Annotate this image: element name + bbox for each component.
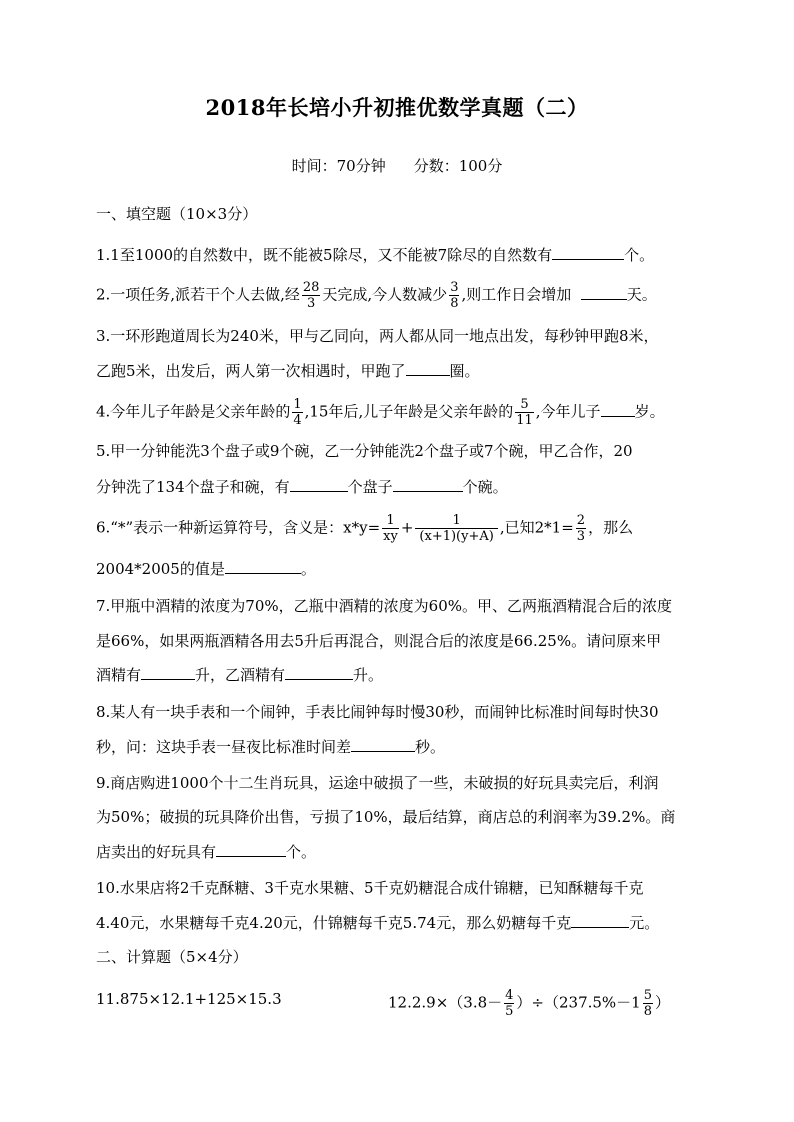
question-6-cont (96, 557, 716, 580)
question-text: 4.40元，水果糖每千克4.20元，什锦糖每千克5.74元，那么奶糖每千克 (96, 914, 572, 932)
question-4 (96, 397, 716, 428)
fraction (415, 513, 497, 544)
question-text: 2.一项任务,派若干个人去做,经 (96, 285, 300, 304)
question-text: 个。 (624, 246, 655, 264)
plus-sign: + (400, 518, 414, 537)
question-text: 店卖出的好玩具有 (96, 843, 217, 861)
answer-blank (393, 475, 463, 492)
fraction (449, 280, 459, 311)
question-text: 升，乙酒精有 (195, 666, 286, 684)
total-score: 分数：100分 (413, 157, 503, 175)
answer-blank (141, 663, 195, 680)
numerator: 5 (643, 988, 653, 1003)
question-text: 升。 (353, 666, 384, 684)
question-text: 4.今年儿子年龄是父亲年龄的 (96, 402, 291, 421)
numerator: 4 (505, 988, 514, 1003)
question-10-cont (96, 911, 716, 934)
fraction (504, 988, 514, 1019)
question-3: 3.一环形跑道周长为240米，甲与乙同向，两人都从同一地点出发，每秒钟甲跑8米， (96, 327, 659, 345)
numerator: 5 (515, 397, 534, 413)
answer-blank (290, 475, 348, 492)
fraction (302, 280, 321, 311)
question-text: 秒。 (415, 738, 446, 756)
question-text: 天完成,今人数减少 (322, 285, 448, 304)
question-5: 5.甲一分钟能洗3个盘子或9个碗，乙一分钟能洗2个盘子或7个碗，甲乙合作，20 (96, 442, 633, 460)
answer-blank (351, 735, 415, 752)
question-text: ）÷（237.5%－1 (516, 993, 641, 1012)
question-text: 2004*2005的值是 (96, 560, 225, 578)
denominator: 11 (516, 413, 533, 428)
numerator: 1 (382, 513, 399, 529)
answer-blank (581, 283, 627, 300)
question-text: 个。 (286, 843, 317, 861)
numerator: 28 (302, 280, 320, 295)
denominator: (x+1)(y+A) (419, 529, 494, 544)
answer-blank (406, 359, 450, 376)
question-text: 天。 (626, 285, 657, 304)
exam-meta (0, 155, 794, 176)
question-text: 1.1至1000的自然数中，既不能被5除尽，又不能被7除尽的自然数有 (96, 246, 553, 264)
answer-blank (285, 663, 353, 680)
section-heading-calc: 二、计算题（5×4分） (96, 948, 248, 966)
calc-row (96, 988, 716, 1019)
question-9: 9.商店购进1000个十二生肖玩具，运途中破损了一些，未破损的好玩具卖完后，利润 (96, 774, 659, 792)
answer-blank (216, 840, 286, 857)
question-text: 个盘子 (347, 478, 393, 496)
question-12 (388, 988, 670, 1019)
question-text: 圈。 (449, 362, 480, 380)
fraction (576, 513, 586, 544)
question-9-cont: 为50%；破损的玩具降价出售，亏损了10%，最后结算，商店总的利润率为39.2%。商 (96, 808, 676, 826)
question-text: ,则工作日会增加 (461, 285, 572, 304)
question-text: 乙跑5米，出发后，两人第一次相遇时，甲跑了 (96, 362, 406, 380)
numerator: 3 (450, 280, 459, 295)
fraction (382, 513, 399, 544)
question-text: 岁。 (634, 402, 665, 421)
section-heading-fill: 一、填空题（10×3分） (96, 205, 258, 223)
time-limit: 时间：70分钟 (291, 157, 386, 175)
denominator: 4 (293, 413, 302, 428)
fraction (515, 397, 534, 428)
question-10: 10.水果店将2千克酥糖、3千克水果糖、5千克奶糖混合成什锦糖，已知酥糖每千克 (96, 879, 644, 897)
denominator: xy (383, 529, 398, 544)
denominator: 8 (450, 296, 459, 311)
question-6 (96, 513, 716, 544)
numerator: 1 (293, 397, 302, 412)
fraction (643, 988, 653, 1019)
question-7-cont2 (96, 663, 716, 686)
question-text: 分钟洗了134个盘子和碗，有 (96, 478, 290, 496)
question-1 (96, 243, 716, 266)
denominator: 5 (505, 1004, 514, 1019)
question-11: 11.875×12.1+125×15.3 (96, 990, 282, 1008)
answer-blank (225, 557, 301, 574)
question-text: 。 (300, 560, 316, 578)
page-title: 2018年长培小升初推优数学真题（二） (205, 95, 589, 120)
fraction (292, 397, 302, 428)
answer-blank (601, 400, 635, 417)
question-7: 7.甲瓶中酒精的浓度为70%，乙瓶中酒精的浓度为60%。甲、乙两瓶酒精混合后的浓度 (96, 597, 672, 615)
answer-blank (552, 243, 624, 260)
numerator: 1 (415, 513, 497, 529)
question-text: ,今年儿子 (535, 402, 601, 421)
question-8: 8.某人有一块手表和一个闹钟，手表比闹钟每时慢30秒，而闹钟比标准时间每时快30 (96, 703, 659, 721)
question-text: 元。 (629, 914, 660, 932)
question-text: 6.“*”表示一种新运算符号，含义是：x*y= (96, 518, 381, 537)
question-text: ,已知2*1= (499, 518, 574, 537)
question-3-cont (96, 359, 716, 382)
question-2 (96, 280, 716, 311)
question-5-cont (96, 475, 716, 498)
question-text: 秒，问：这块手表一昼夜比标准时间差 (96, 738, 352, 756)
question-text: 酒精有 (96, 666, 142, 684)
denominator: 8 (643, 1004, 653, 1019)
question-text: ，那么 (588, 518, 634, 537)
denominator: 3 (306, 296, 316, 311)
question-7-cont: 是66%，如果两瓶酒精各用去5升后再混合，则混合后的浓度是66.25%。请问原来甲 (96, 632, 662, 650)
question-8-cont (96, 735, 716, 758)
answer-blank (571, 911, 629, 928)
numerator: 2 (576, 513, 586, 528)
question-text: 12.2.9×（3.8－ (388, 993, 503, 1012)
question-text: ） (655, 993, 671, 1012)
denominator: 3 (576, 529, 586, 544)
question-9-cont2 (96, 840, 716, 863)
question-text: ,15年后,儿子年龄是父亲年龄的 (304, 402, 514, 421)
question-text: 个碗。 (462, 478, 508, 496)
